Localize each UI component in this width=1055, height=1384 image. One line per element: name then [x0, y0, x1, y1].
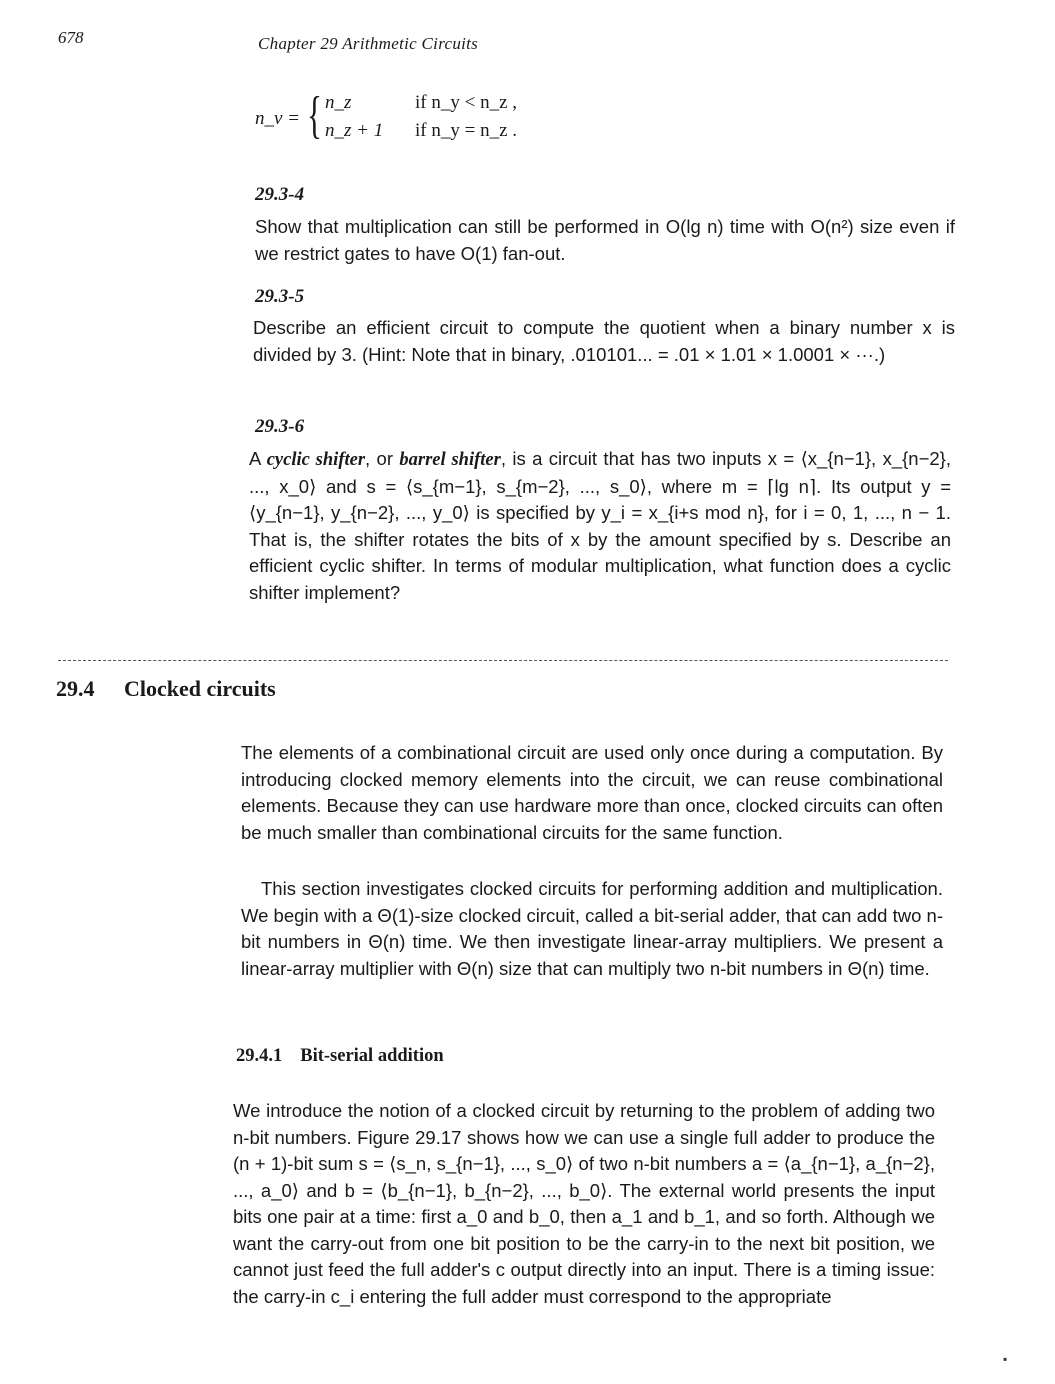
exercise-text-part: , or [365, 448, 400, 469]
section-paragraph: This section investigates clocked circuits for performing addition and multiplication. We begin with a Θ(1)-size clocked circuit, called a bit-serial adder, that can add two n-bit numbers in Θ(n) time. We then investigate linear-array multipliers. We present a linear-array multiplier with Θ(n) size that can multiply two n-bit numbers in Θ(n) time. [241, 878, 943, 979]
scan-speck: ▪ [1003, 1352, 1008, 1366]
exercise-text-part: A [249, 448, 267, 469]
subsection-title: Bit-serial addition [300, 1046, 444, 1066]
subsection-paragraph: We introduce the notion of a clocked circuit by returning to the problem of adding two n-bit numbers. Figure 29.17 shows how we can use a single full adder to produce the (n + 1)-bit sum s = ⟨s_n, s_{n−1}, ..., s_0⟩ of two n-bit numbers a = ⟨a_{n−1}, a_{n−2}, ..., a_0⟩ and b = ⟨b_{n−1}, b_{n−2}, ..., b_0⟩. The external world presents the input bits one pair at a time: first a_0 and b_0, then a_1 and b_1, and so forth. Although we want the carry-out from one bit position to be the carry-in to the next bit position, we cannot just feed the full adder's c output directly into an input. There is a timing issue: the carry-in c_i entering the full adder must correspond to the appropriate [233, 1100, 935, 1307]
exercise-text [249, 446, 951, 606]
equation-lhs: n_v = [255, 108, 301, 129]
exercise-text: Describe an efficient circuit to compute the quotient when a binary number x is divided by 3. (Hint: Note that in binary, .010101... = .01 × 1.01 × 1.0001 × ···.) [253, 317, 955, 365]
equation-case-1 [325, 92, 517, 114]
section-number: 29.4 [56, 676, 95, 701]
equation-case-2 [325, 120, 517, 142]
exercise-number: 29.3-4 [255, 184, 305, 205]
equation-brace: { [307, 87, 322, 144]
piecewise-equation [255, 87, 555, 160]
case-1-condition: if n_y < n_z , [415, 92, 518, 113]
exercise-number: 29.3-6 [255, 416, 305, 437]
subsection-heading [236, 1046, 444, 1067]
page-number: 678 [58, 28, 84, 47]
running-header: Chapter 29 Arithmetic Circuits [258, 34, 479, 53]
case-2-condition: if n_y = n_z . [415, 120, 518, 141]
subsection-number: 29.4.1 [236, 1046, 283, 1066]
case-1-value: n_z [325, 92, 352, 113]
section-paragraph: The elements of a combinational circuit are used only once during a computation. By introducing clocked memory elements into the circuit, we can reuse combinational elements. Because they can use hardware more than once, clocked circuits can often be much smaller than combinational circuits for the same function. [241, 742, 943, 843]
case-2-value: n_z + 1 [325, 120, 384, 141]
exercise-number: 29.3-5 [255, 286, 305, 307]
exercise-text: Show that multiplication can still be performed in O(lg n) time with O(n²) size even if we restrict gates to have O(1) fan-out. [255, 216, 955, 264]
term-barrel-shifter: barrel shifter [399, 450, 501, 470]
term-cyclic-shifter: cyclic shifter [266, 450, 366, 470]
section-title: Clocked circuits [124, 676, 276, 701]
section-divider [58, 660, 948, 661]
exercise-text-part: , is a circuit that has two inputs x = ⟨x_{n−1}, x_{n−2}, ..., x_0⟩ and s = ⟨s_{m−1}, s_{m−2}, ..., s_0⟩, where m = ⌈lg n⌉. Its output y = ⟨y_{n−1}, y_{n−2}, ..., y_0⟩ is specified by y_i = x_{i+s mod n}, for i = 0, 1, ..., n − 1. That is, the shifter rotates the bits of x by the amount specified by s. Describe an efficient cyclic shifter. In terms of modular multiplication, what function does a cyclic shifter implement? [249, 448, 951, 603]
